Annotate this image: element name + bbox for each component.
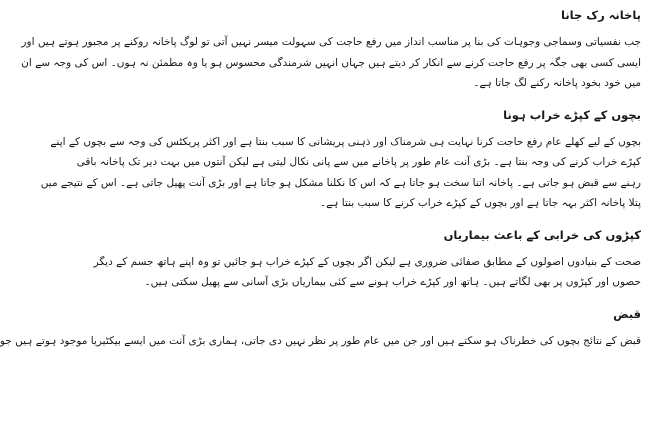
paragraph-line: کپڑے خراب کرنے کی وجہ بنتا ہے۔ بڑی آنت عام طور پر پاخانے میں سے پانی نکال لیتی ہے لیکن آنتوں میں بہت دیر تک پاخانہ باقی <box>76 156 641 168</box>
section-heading-clothes: بچوں کے کپڑے خراب ہونا <box>503 107 641 122</box>
paragraph-line: میں خود بخود پاخانہ رکنے لگ جاتا ہے۔ <box>473 77 641 89</box>
section-heading-constipation: قبض <box>613 306 641 321</box>
paragraph-line: ایسی کسی بھی جگہ پر رفع حاجت کرنے سے انکار کر دیتے ہیں جہاں انہیں شرمندگی محسوس ہو یا وہ مطمئن نہ ہوں۔ اس کی وجہ سے ان <box>21 56 641 69</box>
paragraph-line: حصوں اور کپڑوں پر بھی لگاتے ہیں۔ ہاتھ اور کپڑے خراب ہونے سے کئی بیماریاں بڑی آسانی سے پھیل سکتی ہیں۔ <box>144 276 641 288</box>
constipation-paragraph <box>0 331 641 352</box>
paragraph-line: قبض کے نتائج بچوں کی خطرناک ہو سکتے ہیں اور جن میں عام طور پر نظر نہیں دی جاتی، ہماری بڑی آنت میں ایسے بیکٹیریا موجود ہوتے ہیں جو <box>0 334 641 347</box>
paragraph-line: جب نفسیاتی وسماجی وجوہات کی بنا پر مناسب انداز میں رفع حاجت کی سہولت میسر نہیں آتی تو لوگ پاخانہ روکنے پر مجبور ہوتے ہیں اور <box>21 36 641 48</box>
diseases-paragraph <box>93 252 641 293</box>
paragraph-line: رہنے سے قبض ہو جاتی ہے۔ پاخانہ اتنا سخت ہو جاتا ہے کہ اس کا نکلنا مشکل ہو جاتا ہے اور بڑی آنت پھیل جاتی ہے۔ اس کے نتیجے میں <box>40 176 641 189</box>
section-heading-diseases: کپڑوں کی خرابی کے باعث بیماریاں <box>443 227 641 242</box>
intro-paragraph <box>21 32 641 94</box>
paragraph-line: بچوں کے لیے کھلے عام رفع حاجت کرنا نہایت ہی شرمناک اور ذہنی پریشانی کا سبب بنتا ہے اور اکثر پریکٹس کی وجہ سے بچوں کے اپنے <box>50 135 641 148</box>
page-title: پاخانہ رک جانا <box>561 8 641 22</box>
paragraph-line: پتلا پاخانہ اکثر بہہ جاتا ہے اور بچوں کے کپڑے خراب کرنے کا سبب بنتا ہے۔ <box>319 197 641 209</box>
paragraph-line: صحت کے بنیادوں اصولوں کے مطابق صفائی ضروری ہے لیکن اگر بچوں کے کپڑے خراب ہو جائیں تو وہ اپنے ہاتھ جسم کے دیگر <box>93 255 641 268</box>
clothes-paragraph <box>40 132 641 214</box>
